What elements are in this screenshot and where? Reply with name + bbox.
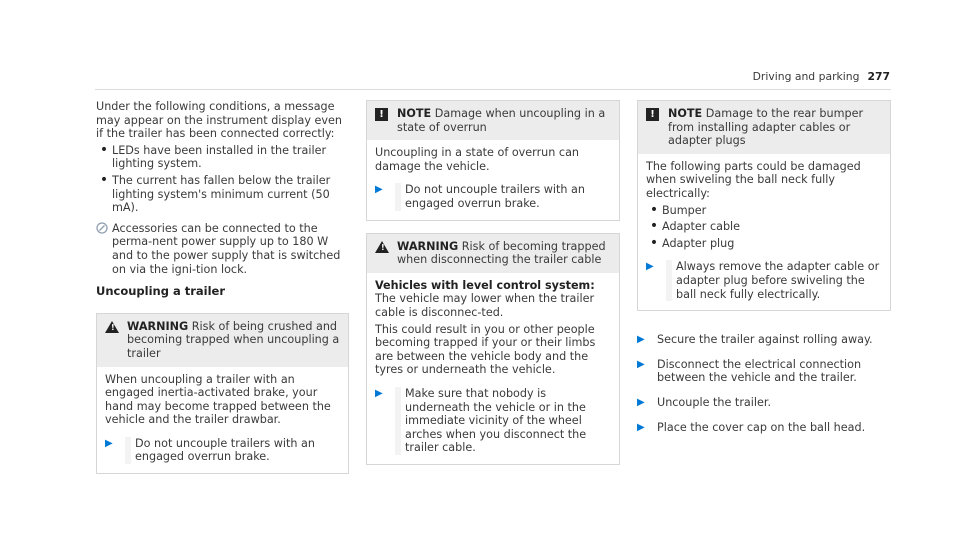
notice-label: NOTE: [397, 107, 432, 120]
list-item: [646, 201, 882, 218]
step-text: Do not uncouple trailers with an engaged overrun brake.: [395, 183, 611, 210]
warning-box: [96, 313, 349, 474]
warning-box-header: [97, 314, 348, 367]
warning-box-header: [367, 234, 619, 273]
warning-label: WARNING: [127, 319, 189, 333]
section-heading: Uncoupling a trailer: [96, 284, 226, 299]
arrow-icon: ▶: [105, 437, 113, 449]
page-number: 277: [867, 70, 890, 83]
step-text: Always remove the adapter cable or adapter plug before swiveling the ball neck fully electrically.: [666, 260, 882, 301]
column-3: [637, 100, 891, 434]
section-title: Driving and parking: [752, 70, 860, 83]
notice-box: [366, 100, 620, 221]
warning-icon: !: [105, 320, 127, 361]
bullet-icon: •: [649, 201, 659, 218]
arrow-icon: ▶: [637, 421, 645, 433]
column-2: [366, 100, 620, 465]
warning-label: WARNING: [397, 239, 459, 253]
list-item-text: Bumper: [662, 203, 707, 217]
notice-title: Damage when uncoupling in a state of overrun: [397, 107, 606, 134]
instruction-step: [637, 333, 891, 347]
step-text: Secure the trailer against rolling away.: [657, 333, 873, 347]
notice-box-header: [367, 101, 619, 140]
intro-text: Under the following conditions, a message may appear on the instrument display even if the trailer has been connected correctly:: [96, 100, 342, 141]
warning-box-body: [97, 367, 348, 474]
warning-box-body: [367, 273, 619, 464]
exclamation-icon: !: [375, 107, 397, 134]
notice-body: Uncoupling in a state of overrun can damage the vehicle.: [375, 146, 580, 173]
list-item: [646, 220, 882, 234]
info-note-text: Accessories can be connected to the perma-nent power supply up to 180 W and to the power supply that is switched on via the igni-tion lock.: [112, 221, 341, 276]
instruction-step: [375, 387, 611, 455]
bullet-icon: •: [99, 141, 109, 158]
column-1: [96, 100, 349, 474]
instruction-step: [375, 183, 611, 210]
warning-lead: Vehicles with level control system:: [375, 278, 595, 292]
info-icon: [96, 222, 112, 276]
warning-body-2: This could result in you or other people becoming trapped if your or their limbs are between the vehicle body and the tyres or underneath the vehicle.: [375, 322, 596, 377]
instruction-step: [637, 396, 891, 410]
notice-box-body: [638, 154, 890, 310]
page-header: [753, 70, 890, 84]
list-item-text: Adapter plug: [662, 236, 735, 250]
list-item-text: LEDs have been installed in the trailer lighting system.: [112, 143, 327, 171]
step-text: Uncouple the trailer.: [657, 395, 771, 409]
instruction-step: [646, 260, 882, 301]
warning-title: Risk of being crushed and becoming trapped when uncoupling a trailer: [127, 319, 340, 360]
exclamation-icon: !: [646, 107, 668, 148]
notice-box-body: [367, 140, 619, 219]
list-item: [96, 171, 349, 215]
warning-box: [366, 233, 620, 465]
instruction-step: [105, 437, 340, 464]
notice-box-header: [638, 101, 890, 154]
instruction-step: [637, 421, 891, 435]
arrow-icon: ▶: [637, 396, 645, 408]
step-text: Do not uncouple trailers with an engaged overrun brake.: [125, 437, 340, 464]
instruction-step: [637, 358, 891, 385]
warning-body: When uncoupling a trailer with an engaged inertia-activated brake, your hand may become trapped between the vehicle and the trailer drawbar.: [105, 372, 331, 427]
info-note: [96, 222, 349, 276]
arrow-icon: ▶: [375, 184, 383, 196]
arrow-icon: ▶: [637, 358, 645, 370]
warning-icon: !: [375, 240, 397, 267]
step-text: Place the cover cap on the ball head.: [657, 420, 866, 434]
arrow-icon: ▶: [646, 261, 654, 273]
list-item: [646, 234, 882, 251]
notice-box: [637, 100, 891, 311]
notice-body: The following parts could be damaged when swiveling the ball neck fully electrically:: [646, 159, 861, 200]
warning-title: Risk of becoming trapped when disconnecting the trailer cable: [397, 239, 606, 267]
bullet-icon: •: [649, 234, 659, 251]
list-item-text: Adapter cable: [662, 220, 741, 234]
procedure-steps: [637, 333, 891, 434]
arrow-icon: ▶: [375, 387, 383, 399]
step-text: Make sure that nobody is underneath the vehicle or in the immediate vicinity of the wheel arches when you disconnect the trailer cable.: [395, 387, 611, 455]
bullet-icon: •: [99, 171, 109, 188]
list-item: [96, 141, 349, 171]
warning-body: The vehicle may lower when the trailer cable is disconnec-ted.: [375, 292, 595, 319]
notice-label: NOTE: [668, 107, 703, 120]
bullet-icon: •: [649, 218, 659, 235]
notice-title: Damage to the rear bumper from installing adapter cables or adapter plugs: [668, 107, 864, 148]
step-text: Disconnect the electrical connection between the vehicle and the trailer.: [657, 357, 862, 385]
header-rule: [95, 89, 891, 90]
arrow-icon: ▶: [637, 334, 645, 346]
list-item-text: The current has fallen below the trailer lighting system's minimum current (50 mA).: [112, 173, 331, 215]
